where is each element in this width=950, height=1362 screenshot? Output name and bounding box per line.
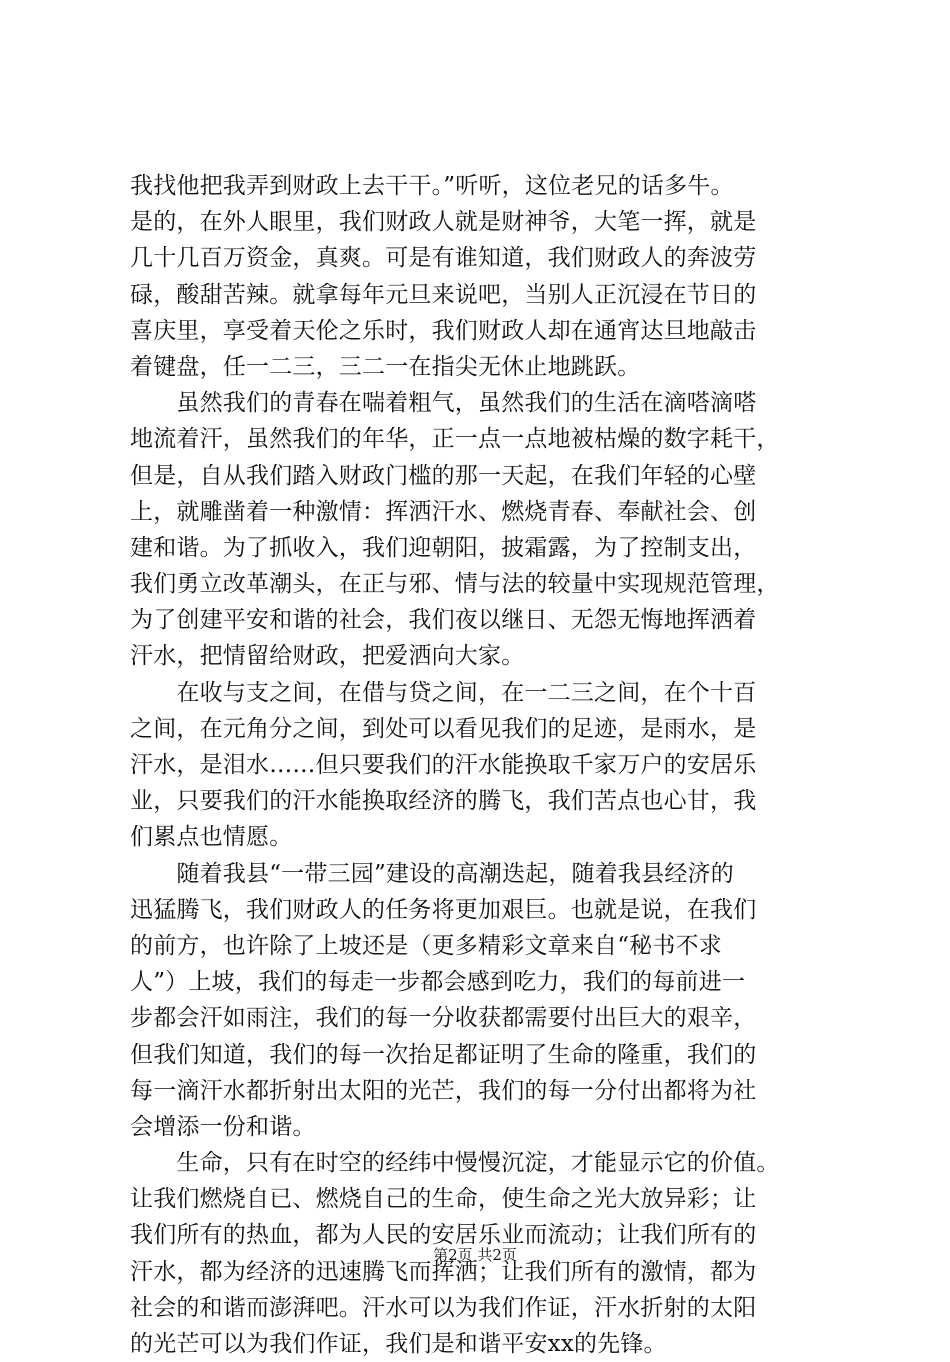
body-text — [130, 168, 830, 1362]
text-line: 们累点也情愿。 — [130, 824, 293, 851]
text-line: 每一滴汗水都折射出太阳的光芒，我们的每一分付出都将为社 — [130, 1077, 757, 1104]
text-line: 在收与支之间，在借与贷之间，在一二三之间，在个十百 — [130, 679, 757, 706]
text-line: 汗水，把情留给财政，把爱洒向大家。 — [130, 643, 525, 670]
text-line: 让我们燃烧自已、燃烧自己的生命，使生命之光大放异彩；让 — [130, 1186, 757, 1213]
text-line: 我们勇立改革潮头，在正与邪、情与法的较量中实现规范管理， — [130, 571, 780, 598]
text-line: 社会的和谐而澎湃吧。汗水可以为我们作证，汗水折射的太阳 — [130, 1294, 757, 1321]
text-line: 迅猛腾飞，我们财政人的任务将更加艰巨。也就是说，在我们 — [130, 896, 757, 923]
text-line: 几十几百万资金，真爽。可是有谁知道，我们财政人的奔波劳 — [130, 245, 757, 272]
text-line: 会增添一份和谐。 — [130, 1113, 316, 1140]
text-line: 碌，酸甜苦辣。就拿每年元旦来说吧，当别人正沉浸在节日的 — [130, 281, 757, 308]
text-line: 汗水，是泪水……但只要我们的汗水能换取千家万户的安居乐 — [130, 752, 757, 778]
text-line: 的光芒可以为我们作证，我们是和谐平安xx的先锋。 — [130, 1331, 667, 1357]
text-line: 地流着汗，虽然我们的年华，正一点一点地被枯燥的数字耗干， — [130, 426, 780, 453]
page-footer: 第2页 共2页 — [433, 1246, 517, 1264]
text-line: 的前方，也许除了上坡还是（更多精彩文章来自“秘书不求 — [130, 932, 722, 959]
text-line: 人”）上坡，我们的每走一步都会感到吃力，我们的每前进一 — [130, 969, 746, 996]
text-line: 之间，在元角分之间，到处可以看见我们的足迹，是雨水，是 — [130, 715, 757, 742]
text-line: 生命，只有在时空的经纬中慢慢沉淀，才能显示它的价值。 — [130, 1150, 780, 1177]
text-line: 汗水，都为经济的迅速腾飞而挥洒；让我们所有的激情，都为 — [130, 1258, 757, 1285]
text-line: 但是，自从我们踏入财政门槛的那一天起，在我们年轻的心壁 — [130, 462, 757, 489]
text-line: 着键盘，任一二三，三二一在指尖无休止地跳跃。 — [130, 353, 641, 380]
text-line: 但我们知道，我们的每一次抬足都证明了生命的隆重，我们的 — [130, 1041, 757, 1068]
text-line: 为了创建平安和谐的社会，我们夜以继日、无怨无悔地挥洒着 — [130, 607, 757, 634]
text-line: 上，就雕凿着一种激情：挥洒汗水、燃烧青春、奉献社会、创 — [130, 498, 757, 525]
text-line: 业，只要我们的汗水能换取经济的腾飞，我们苦点也心甘，我 — [130, 788, 757, 815]
text-line: 喜庆里，享受着天伦之乐时，我们财政人却在通宵达旦地敲击 — [130, 317, 757, 344]
text-line: 建和谐。为了抓收入，我们迎朝阳，披霜露，为了控制支出， — [130, 534, 757, 561]
text-line: 随着我县“一带三园”建设的高潮迭起，随着我县经济的 — [130, 860, 734, 887]
text-line: 我找他把我弄到财政上去干干。”听听，这位老兄的话多牛。 — [130, 173, 734, 199]
text-line: 是的，在外人眼里，我们财政人就是财神爷，大笔一挥，就是 — [130, 209, 757, 236]
text-line: 我们所有的热血，都为人民的安居乐业而流动；让我们所有的 — [130, 1222, 757, 1249]
text-line: 步都会汗如雨注，我们的每一分收获都需要付出巨大的艰辛， — [130, 1005, 757, 1032]
text-line: 虽然我们的青春在喘着粗气，虽然我们的生活在滴嗒滴嗒 — [130, 390, 757, 417]
